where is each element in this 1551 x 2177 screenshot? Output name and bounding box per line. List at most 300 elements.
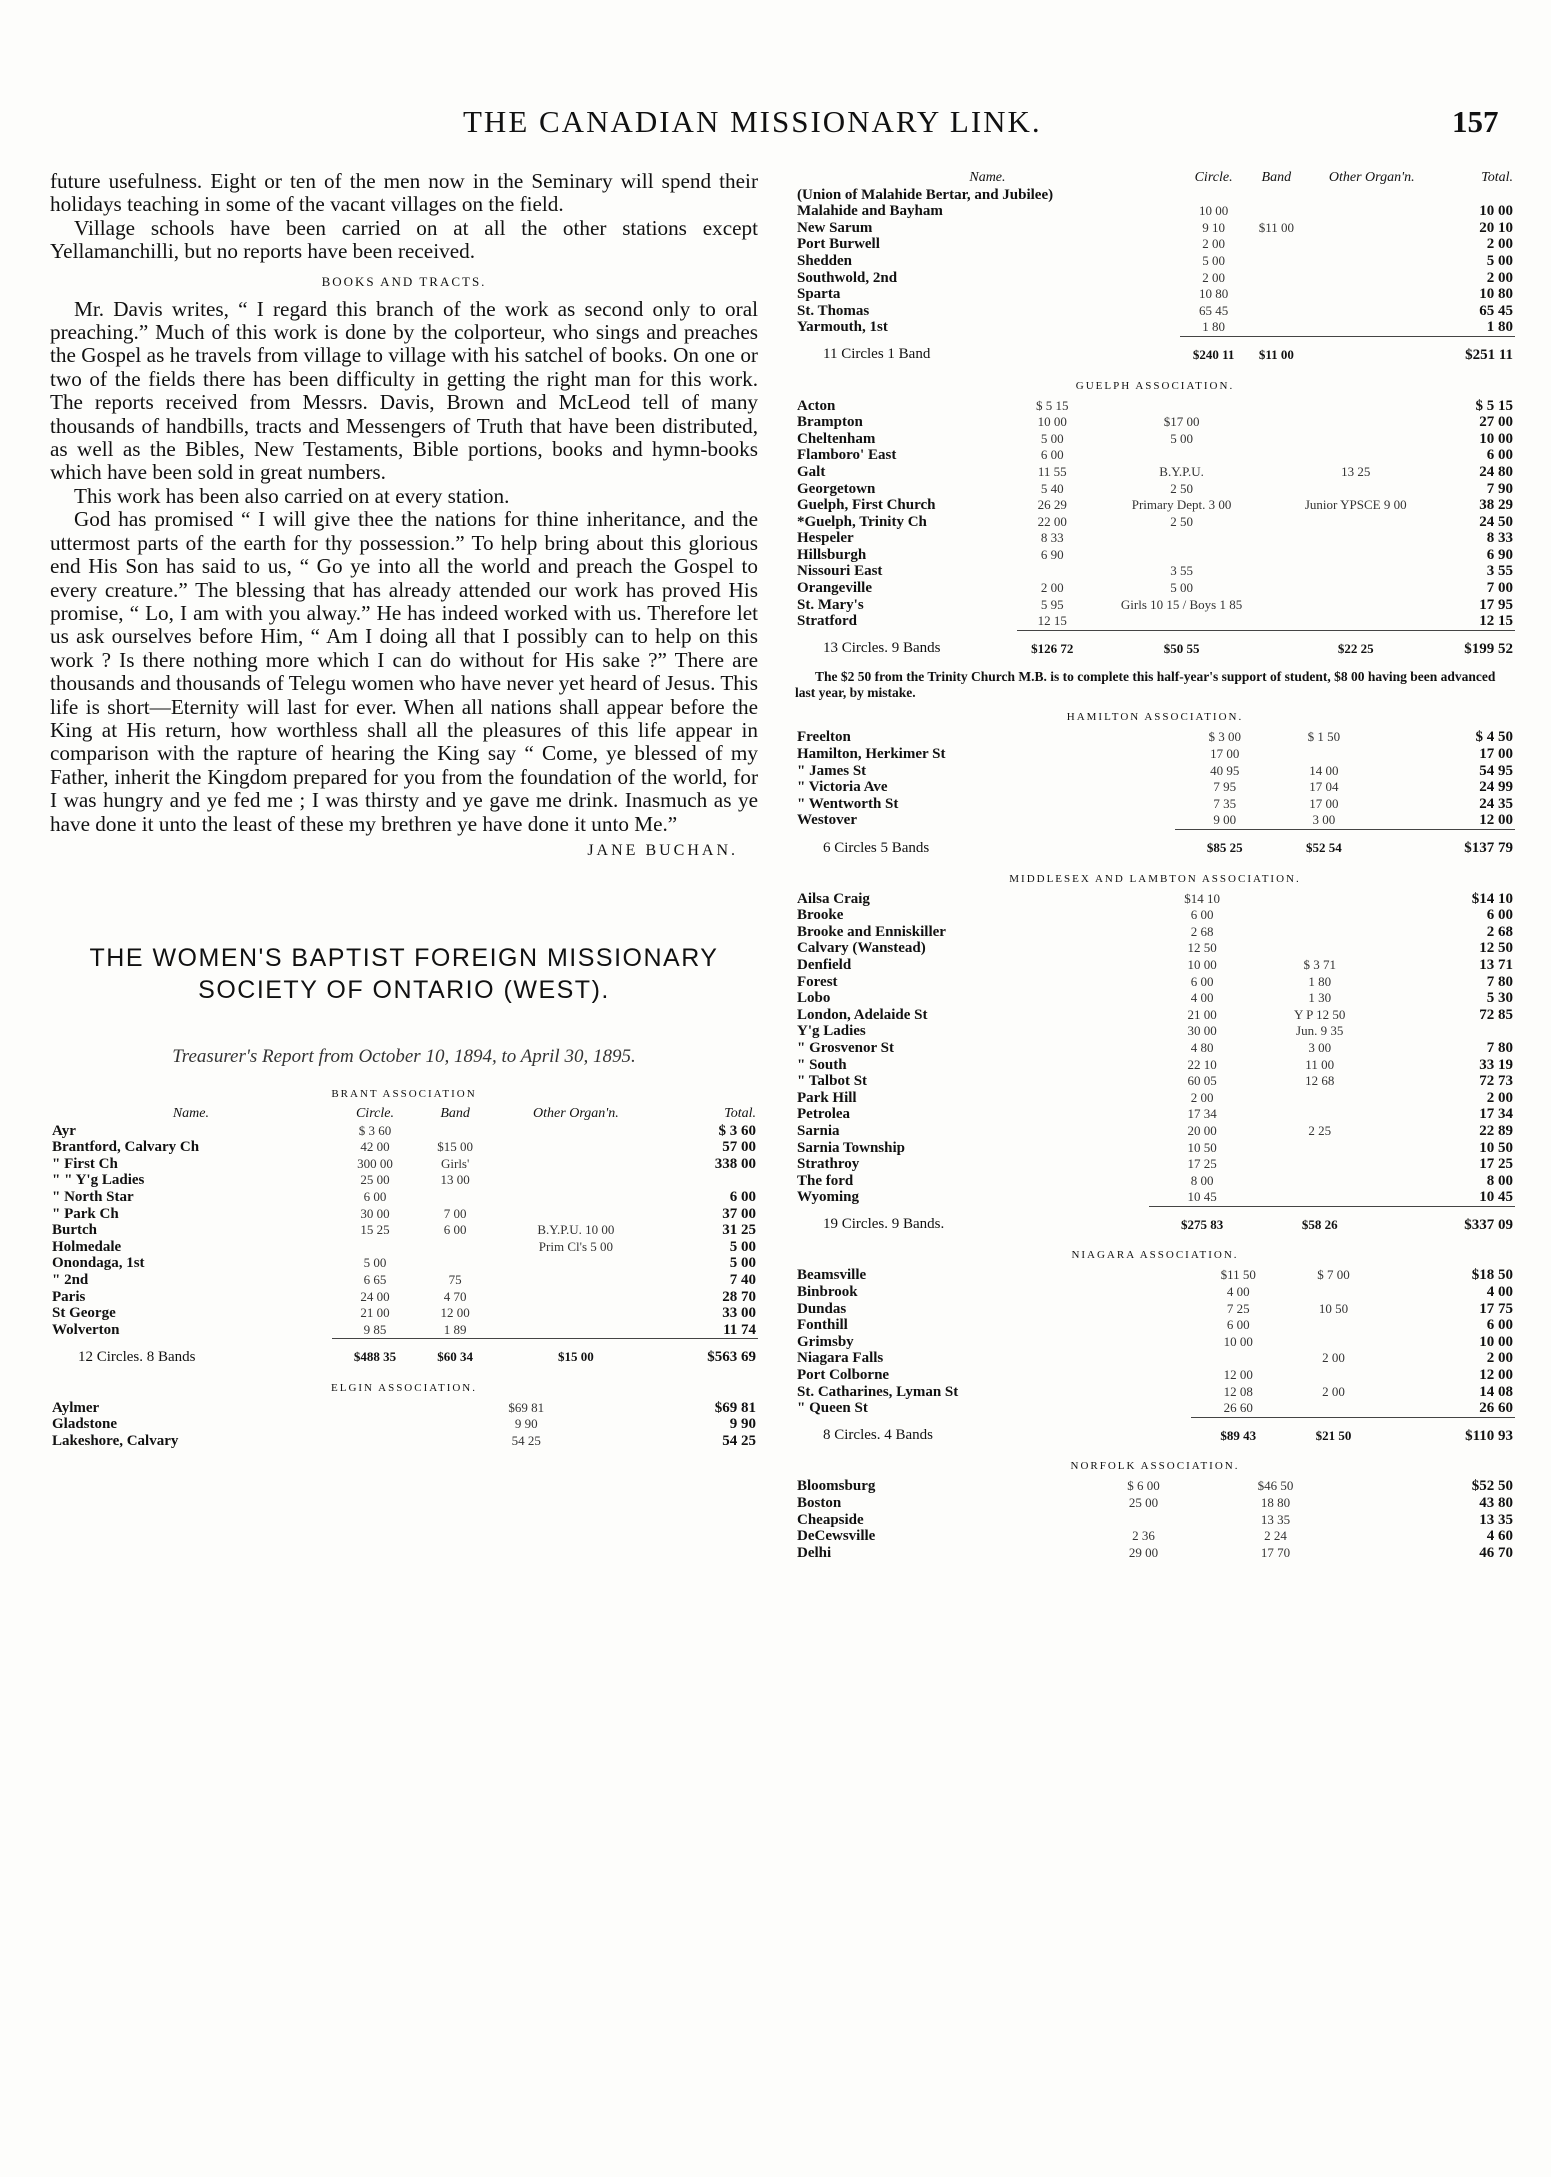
circle-cell: 2 36 [1132,1528,1155,1544]
other-cell [1384,957,1393,974]
band-cell: 5 00 [1170,430,1193,446]
band-cell: Girls 10 15 / Boys 1 85 [1120,596,1243,612]
name-cell: Ailsa Craig [797,890,870,907]
other-cell [1373,796,1383,813]
other-cell [1384,1123,1393,1140]
paragraph: Mr. Davis writes, “ I regard this branch of the work as second only to oral preaching.” Much of this work is done by the colporteur, who sings and preaches the Gospel as he travels from village to village with his satchel of books. On one or two of the fields there has been difficulty in getting the right man for this work. The reports received from Messrs. Davis, Brown and McLeod tell of many thousands of handbills, tracts and Messengers of Truth that have been distributed, as well as the Bibles, New Testaments, Bible portions, books and hymn-books which have been sold in great numbers. [50,296,758,485]
circle-cell: 1 80 [1202,319,1225,335]
other-cell [1384,940,1393,957]
table-row [50,1255,758,1272]
band-cell: 2 00 [1322,1350,1345,1366]
name-cell: " South [797,1056,847,1073]
band-cell: 10 50 [1318,1300,1349,1316]
name-cell: St. Catharines, Lyman St [797,1383,959,1400]
band-cell [1286,1317,1381,1334]
table-row [795,1384,1515,1401]
name-cell: 12 Circles. 8 Bands [78,1348,196,1365]
other-cell [602,1400,615,1417]
circle-cell: 15 25 [360,1222,390,1238]
circle-cell: 22 00 [1037,513,1067,529]
band-cell: $11 00 [1247,336,1305,371]
name-cell: Yarmouth, 1st [797,319,888,336]
name-cell: DeCewsville [797,1528,876,1545]
total-row [795,830,1515,865]
name-cell: Brampton [797,414,863,431]
accounts-table [795,398,1515,666]
table-row [50,1189,758,1206]
other-cell: 13 25 [1341,463,1371,479]
name-cell: Beamsville [797,1267,867,1284]
total-cell: 6 00 [1486,1317,1513,1334]
table-row [795,203,1515,220]
circle-cell: 6 00 [1226,1317,1250,1333]
circle-cell: 5 95 [1040,596,1064,612]
other-cell [1381,1384,1391,1401]
total-cell: 7 80 [1486,1039,1513,1056]
table-row [795,580,1515,597]
table-row [795,1334,1515,1351]
column-header: Other Organ'n. [1328,170,1415,185]
band-cell: 2 50 [1170,480,1193,496]
total-cell: 10 00 [1479,1333,1513,1350]
society-title [50,942,758,1006]
circle-cell: 10 50 [1187,1139,1217,1155]
other-cell [1384,974,1393,991]
other-cell [1381,1417,1391,1452]
other-cell [1276,398,1435,415]
left-column [50,170,758,1450]
table-row [795,990,1515,1007]
name-cell: " Talbot St [797,1073,868,1090]
table-row [50,1400,758,1417]
column-header: Total. [1481,170,1513,185]
name-cell: Burtch [52,1222,97,1239]
name-cell: Port Colborne [797,1367,890,1384]
other-cell [1276,414,1435,431]
name-cell: Gladstone [52,1416,118,1433]
total-cell: $52 50 [1471,1478,1513,1495]
name-cell: Nissouri East [797,563,883,580]
circle-cell: 2 00 [1202,236,1225,252]
other-cell [492,1322,659,1339]
circle-cell: 17 34 [1187,1106,1217,1122]
band-cell [589,1433,602,1450]
circle-cell: 8 00 [1190,1172,1214,1188]
table-row [795,940,1515,957]
name-cell: Flamboro' East [797,447,897,464]
other-cell [1384,1156,1393,1173]
circle-cell: $ 3 60 [358,1122,392,1138]
name-cell: " Grosvenor St [797,1039,894,1056]
circle-cell: $ 3 00 [1208,729,1242,745]
table-row [795,514,1515,531]
name-cell: " Queen St [797,1400,868,1417]
band-cell [1286,1334,1381,1351]
name-cell: 13 Circles. 9 Bands [823,640,941,657]
association-title: GUELPH ASSOCIATION. [1075,379,1235,392]
accounts-table [795,1267,1515,1452]
other-cell [1305,187,1438,204]
circle-cell [1080,1512,1206,1529]
band-cell [1247,187,1305,204]
table-row [795,1545,1515,1562]
table-row [50,1272,758,1289]
total-cell: $18 50 [1471,1267,1513,1284]
circle-cell: 6 00 [1190,907,1214,923]
table-row [50,1139,758,1156]
circle-cell: 9 85 [363,1321,387,1337]
circle-cell: $85 25 [1175,830,1274,865]
name-cell: " Wentworth St [797,795,899,812]
band-cell: 17 70 [1260,1544,1291,1560]
table-row [795,812,1515,829]
circle-cell: $14 10 [1184,890,1221,906]
band-cell [1087,447,1276,464]
band-cell: 18 80 [1260,1495,1291,1510]
other-cell [492,1206,659,1223]
band-cell: $ 7 00 [1317,1267,1350,1283]
other-cell [1344,1528,1358,1545]
accounts-table [795,729,1515,864]
circle-cell: 12 50 [1187,940,1217,956]
other-cell [1381,1367,1391,1384]
circle-cell: $ 6 00 [1127,1478,1160,1494]
other-cell [1384,891,1393,908]
other-cell: Prim Cl's 5 00 [538,1238,613,1254]
name-cell: Lakeshore, Calvary [52,1433,179,1450]
total-cell: 24 35 [1479,795,1513,812]
name-cell: Onondaga, 1st [52,1255,145,1272]
total-cell: 10 00 [1479,430,1513,447]
name-cell: Aylmer [52,1399,100,1416]
table-row [795,1173,1515,1190]
total-cell: 24 50 [1479,513,1513,530]
band-cell: Y P 12 50 [1293,1006,1346,1022]
total-cell: 37 00 [722,1205,756,1222]
total-cell: 54 25 [722,1433,756,1450]
total-cell: 26 60 [1479,1400,1513,1417]
total-cell: 5 30 [1486,990,1513,1007]
running-title: THE CANADIAN MISSIONARY LINK. [463,104,1042,139]
name-cell: St. Thomas [797,302,870,319]
total-cell: 38 29 [1479,497,1513,514]
other-cell [1305,253,1438,270]
name-cell: Hamilton, Herkimer St [797,746,946,763]
band-cell: 2 24 [1264,1528,1287,1544]
circle-cell: 4 00 [1190,990,1214,1006]
total-cell: 2 00 [1486,236,1513,253]
band-cell: 2 00 [1322,1383,1345,1399]
table-row [795,1367,1515,1384]
total-cell: 72 73 [1479,1073,1513,1090]
name-cell: *Guelph, Trinity Ch [797,513,927,530]
table-row [795,1156,1515,1173]
circle-cell [1017,563,1087,580]
association-title: ELGIN ASSOCIATION. [331,1381,477,1394]
name-cell: Wolverton [52,1321,120,1338]
name-cell: Cheltenham [797,430,876,447]
total-cell: $ 5 15 [1475,397,1513,414]
name-cell: Southwold, 2nd [797,269,898,286]
column-header: Total. [724,1105,756,1121]
name-cell: Freelton [797,729,851,746]
table-row [795,907,1515,924]
name-cell: Stratford [797,613,857,630]
table-row [795,481,1515,498]
table-row [795,1140,1515,1157]
total-row [795,630,1515,665]
other-cell [1276,481,1435,498]
total-row [795,1206,1515,1241]
total-cell: 12 00 [1479,1367,1513,1384]
name-cell: Galt [797,463,826,480]
band-cell: 5 00 [1170,580,1193,596]
table-row [50,1289,758,1306]
total-cell: 1 80 [1486,319,1513,336]
name-cell: Bloomsburg [797,1478,876,1495]
other-cell [1384,1189,1393,1206]
band-cell [1256,940,1384,957]
other-cell [1384,1057,1393,1074]
name-cell: Strathroy [797,1156,860,1173]
band-cell: $21 50 [1286,1417,1381,1452]
total-cell: $137 79 [1383,830,1515,865]
band-cell: 1 80 [1308,973,1332,989]
name-cell: Guelph, First Church [797,497,936,514]
page-number: 157 [1452,104,1499,139]
circle-cell: 42 00 [360,1139,390,1155]
band-cell: $52 54 [1274,830,1373,865]
paragraph: Village schools have been carried on at all the other stations except Yellamanchilli, but no reports have been received. [50,215,758,264]
paragraph: This work has been also carried on at every station. [74,483,510,508]
name-cell: St George [52,1305,116,1322]
right-accounts [795,170,1515,1561]
band-cell: 1 89 [443,1321,467,1337]
name-cell: Grimsby [797,1333,854,1350]
circle-cell: 2 00 [1202,269,1225,285]
name-cell: Westover [797,812,857,829]
total-cell: 33 00 [722,1305,756,1322]
total-row [795,1417,1515,1452]
other-cell [1373,812,1383,829]
total-cell: 43 80 [1479,1495,1513,1511]
other-cell [1276,613,1435,630]
other-cell [1384,990,1393,1007]
table-note: The $2 50 from the Trinity Church M.B. is to complete this half-year's support of student, $8 00 having been advanced last year, by mistake. [795,669,1496,701]
circle-cell: 25 00 [1128,1495,1159,1510]
table-row [795,319,1515,336]
other-cell [1384,1040,1393,1057]
column-header: Other Organ'n. [533,1105,619,1121]
band-cell: $11 00 [1258,219,1294,235]
band-cell: $17 00 [1163,414,1200,430]
circle-cell [1191,1350,1286,1367]
column-header: Circle. [1194,170,1233,185]
section-heading: BOOKS AND TRACTS. [321,273,487,289]
accounts-table [795,891,1515,1242]
circle-cell: 65 45 [1198,302,1229,318]
circle-cell: 11 55 [1037,463,1067,479]
total-cell: 17 75 [1479,1300,1513,1317]
total-cell: 7 40 [729,1271,756,1288]
table-row [50,1156,758,1173]
other-cell: $22 25 [1276,630,1435,665]
table-row [795,447,1515,464]
circle-cell: 9 10 [1202,219,1225,235]
band-cell [1256,1090,1384,1107]
band-cell: 3 00 [1312,812,1336,828]
total-cell: 72 85 [1479,1006,1513,1023]
total-cell: 31 25 [722,1222,756,1239]
table-row [795,1106,1515,1123]
band-cell [418,1123,492,1140]
table-row [795,1123,1515,1140]
name-cell: Paris [52,1288,86,1305]
other-cell [1384,1106,1393,1123]
total-cell: 338 00 [714,1155,756,1172]
name-cell: Sarnia Township [797,1139,905,1156]
other-cell [1384,1007,1393,1024]
total-cell: 17 34 [1479,1106,1513,1123]
table-row [795,613,1515,630]
table-row [795,974,1515,991]
total-cell: 57 00 [722,1139,756,1156]
total-cell [1438,187,1515,204]
total-cell: $ 4 50 [1475,729,1513,746]
other-cell [492,1305,659,1322]
paragraph: God has promised “ I will give thee the nations for thine inheritance, and the uttermost parts of the earth for thy possession.” To help bring about this glorious end His Son has said to us, “ Go ye into all the world and preach the Gospel to every creature.” The blessing that has already attended our work has proved His promise, “ Lo, I am with you alway.” He has indeed worked with us. Therefore let us ask ourselves before Him, “ Am I doing all that I possibly can to help on this work ? Is there nothing more which I can do without for His sake ?” There are thousands and thousands of Telegu women who have never yet heard of Jesus. This life is short—Eternity will last for ever. When all nations shall appear before the King at His return, how worthless shall all the pleasures of this life appear in comparison with the rapture of hearing the King say “ Come, ye blessed of my Father, inherit the Kingdom prepared for you from the foundation of the world, for I was hungry and ye fed me ; I was thirsty and ye gave me drink. Inasmuch as ye have done it unto the least of these my brethren ye have done it unto Me.” [50,507,758,836]
other-cell [1344,1545,1358,1562]
circle-cell: 10 00 [1223,1333,1253,1349]
total-cell: 24 99 [1479,779,1513,796]
band-cell [1256,1189,1384,1206]
band-cell: B.Y.P.U. [1159,463,1204,479]
band-cell: 13 35 [1260,1511,1291,1527]
circle-cell: 5 00 [363,1255,387,1271]
other-cell [1384,924,1393,941]
circle-cell: 17 00 [1210,746,1240,762]
circle-cell: 60 05 [1187,1073,1217,1089]
association-title: NIAGARA ASSOCIATION. [1071,1249,1239,1262]
table-row [795,530,1515,547]
total-cell [660,1172,758,1189]
name-cell: 19 Circles. 9 Bands. [823,1216,945,1233]
table-row [795,957,1515,974]
band-cell [589,1416,602,1433]
band-cell [1256,907,1384,924]
total-row [50,1339,758,1374]
other-cell [492,1189,659,1206]
other-cell [1373,830,1383,865]
total-cell: 65 45 [1479,302,1513,319]
name-cell: Boston [797,1495,842,1511]
table-row [50,1172,758,1189]
total-cell: 54 95 [1479,762,1513,779]
table-row [795,1478,1515,1495]
accounts-table [795,1478,1515,1561]
other-cell [1384,1140,1393,1157]
total-cell: 13 35 [1479,1511,1513,1528]
table-row [795,924,1515,941]
band-cell [1274,746,1373,763]
column-header: Band [1261,170,1292,185]
circle-cell: 5 00 [1202,252,1225,268]
band-cell: 11 00 [1305,1056,1335,1072]
total-cell: 6 00 [1486,447,1513,464]
other-cell [1276,447,1435,464]
circle-cell: 24 00 [360,1288,390,1304]
band-cell: $ 3 71 [1303,956,1336,972]
total-cell: 22 89 [1479,1122,1513,1139]
name-cell: Dundas [797,1300,847,1317]
other-cell [1384,1206,1393,1241]
table-row [50,1239,758,1256]
other-cell [1276,530,1435,547]
circle-cell: 7 95 [1213,779,1237,795]
total-cell: 46 70 [1479,1544,1513,1561]
table-row [795,1023,1515,1040]
name-cell: " James St [797,762,867,779]
article-text [50,170,758,836]
total-cell: 17 25 [1479,1156,1513,1173]
circle-cell: 6 00 [1190,973,1214,989]
band-cell [1286,1367,1381,1384]
circle-cell: 10 80 [1198,286,1229,302]
name-cell: Shedden [797,252,853,269]
circle-cell: 2 00 [1040,580,1064,596]
other-cell [1276,580,1435,597]
total-cell: 5 00 [729,1255,756,1272]
association-title: HAMILTON ASSOCIATION. [1066,711,1244,724]
other-cell [492,1255,659,1272]
total-row [795,336,1515,371]
total-cell: 13 71 [1479,956,1513,973]
band-cell [1256,891,1384,908]
total-cell: 12 50 [1479,940,1513,957]
circle-cell: 40 95 [1210,762,1240,778]
total-cell: 12 00 [1479,812,1513,829]
total-cell: 33 19 [1479,1056,1513,1073]
circle-cell: 5 40 [1040,480,1064,496]
table-row [50,1206,758,1223]
other-cell [1381,1317,1391,1334]
other-cell [1381,1334,1391,1351]
band-cell [1087,547,1276,564]
circle-cell: 30 00 [360,1205,390,1221]
table-row [795,253,1515,270]
circle-cell: 29 00 [1128,1544,1159,1560]
total-cell: 3 55 [1486,563,1513,580]
band-cell: 2 25 [1308,1122,1332,1138]
name-cell: Hillsburgh [797,546,867,563]
table-row [795,270,1515,287]
name-cell: Denfield [797,956,852,973]
name-cell: (Union of Malahide Bertar, and Jubilee) [797,186,1054,203]
total-cell: 2 68 [1486,923,1513,940]
name-cell: London, Adelaide St [797,1006,928,1023]
circle-cell: 10 00 [1037,414,1067,430]
total-cell: 17 00 [1479,746,1513,763]
total-cell: 12 15 [1479,613,1513,630]
name-cell: " North Star [52,1188,134,1205]
total-cell: $110 93 [1391,1417,1515,1452]
table-row [795,1189,1515,1206]
circle-cell: $275 83 [1149,1206,1256,1241]
name-cell: Fonthill [797,1317,848,1334]
other-cell [1305,236,1438,253]
table-row [795,746,1515,763]
table-row [50,1222,758,1239]
